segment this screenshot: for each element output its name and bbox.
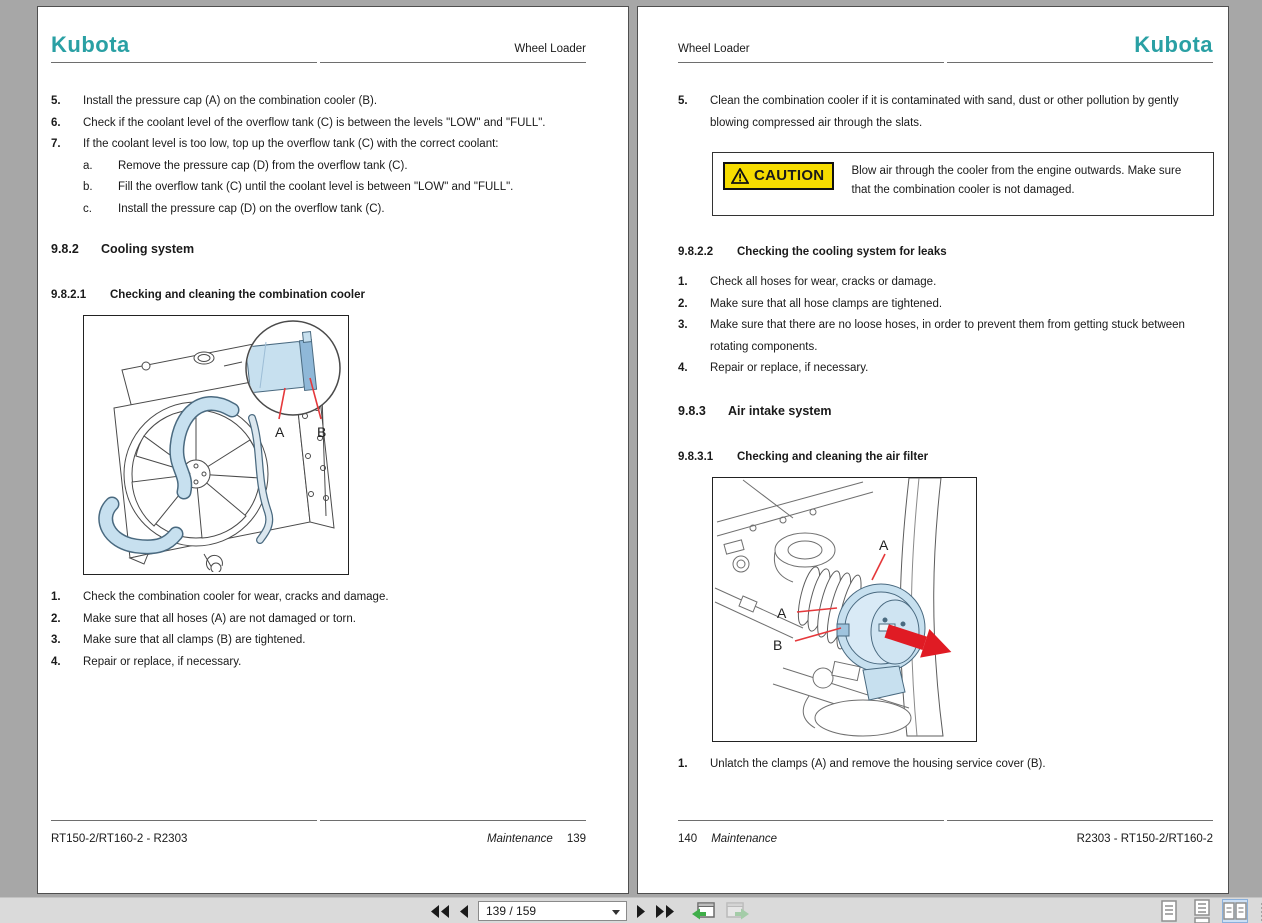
- triangle-left-icon: [459, 905, 469, 918]
- air-filter-figure: [712, 477, 977, 742]
- header-rule: [51, 62, 586, 63]
- triangle-right-icon: [636, 905, 646, 918]
- sub-list-item: c. Install the pressure cap (D) on the overflow tank (C).: [83, 202, 385, 215]
- two-pages-icon: [1223, 902, 1247, 920]
- last-page-button[interactable]: [655, 901, 675, 921]
- facing-pages-view-button[interactable]: [1222, 899, 1248, 923]
- check-item: 1. Check all hoses for wear, cracks or damage.: [678, 276, 937, 288]
- footer-section: Maintenance: [711, 833, 778, 845]
- combination-cooler-drawing: [84, 316, 346, 572]
- kubota-logo: Kubota: [1134, 32, 1213, 57]
- book-view-button[interactable]: [1255, 899, 1262, 923]
- page-139: [37, 6, 629, 894]
- footer-model-code: RT150-2/RT160-2 - R2303: [51, 833, 188, 845]
- section-heading-air-intake: 9.8.3 Air intake system: [678, 403, 832, 418]
- air-filter-drawing: [713, 478, 974, 739]
- figure-label-b: B: [773, 636, 783, 653]
- window-green-arrow-right-icon: [725, 901, 751, 921]
- caution-text: Blow air through the cooler from the engine outwards. Make sure that the combination cooler is not damaged.: [851, 165, 1182, 196]
- previous-view-button[interactable]: [690, 901, 716, 921]
- viewer-toolbar: [0, 897, 1262, 923]
- double-triangle-right-icon: [655, 905, 675, 918]
- previous-page-button[interactable]: [459, 901, 469, 921]
- list-item: 5. Install the pressure cap (A) on the combination cooler (B).: [51, 95, 378, 107]
- subsection-heading-air-filter: 9.8.3.1 Checking and cleaning the air filter: [678, 450, 929, 463]
- check-item: 4. Repair or replace, if necessary.: [678, 362, 869, 374]
- page-number-combobox[interactable]: [478, 901, 627, 921]
- list-item: 5. Clean the combination cooler if it is contaminated with sand, dust or other pollution by gently blowing compressed air through the slats.: [678, 95, 1179, 129]
- section-heading-cooling-system: 9.8.2 Cooling system: [51, 242, 195, 256]
- sub-list-item: b. Fill the overflow tank (C) until the coolant level is between "LOW" and "FULL".: [83, 181, 514, 193]
- header-title: Wheel Loader: [678, 43, 750, 55]
- footer-rule: [51, 820, 586, 821]
- kubota-logo: Kubota: [51, 32, 130, 57]
- check-item: 1. Check the combination cooler for wear, cracks and damage.: [51, 591, 389, 603]
- list-item: 7. If the coolant level is too low, top up the overflow tank (C) with the correct coolant:: [51, 138, 499, 150]
- double-triangle-left-icon: [430, 905, 450, 918]
- figure-label-a-left: A: [777, 604, 787, 621]
- window-green-arrow-left-icon: [690, 901, 716, 921]
- continuous-view-button[interactable]: [1189, 899, 1215, 923]
- footer-model-code: R2303 - RT150-2/RT160-2: [1076, 833, 1213, 845]
- page-footer: [51, 815, 586, 845]
- check-item: 3. Make sure that all clamps (B) are tightened.: [51, 634, 306, 646]
- check-item: 3. Make sure that there are no loose hoses, in order to prevent them from getting stuck between rotating components.: [678, 319, 1185, 353]
- page-indicator: 139 / 159: [486, 904, 537, 918]
- subsection-heading-cooling-leaks: 9.8.2.2 Checking the cooling system for leaks: [678, 246, 947, 258]
- single-page-view-button[interactable]: [1156, 899, 1182, 923]
- check-item: 4. Repair or replace, if necessary.: [51, 655, 242, 668]
- single-page-icon: [1160, 900, 1178, 922]
- header-rule: [678, 62, 1213, 63]
- stacked-pages-icon: [1193, 899, 1211, 923]
- sub-list-item: a. Remove the pressure cap (D) from the overflow tank (C).: [83, 159, 408, 172]
- footer-rule: [678, 820, 1213, 821]
- footer-page-number: 140: [678, 833, 698, 845]
- combination-cooler-figure: [83, 315, 349, 575]
- figure-label-a: A: [275, 424, 285, 440]
- warning-icon: [731, 168, 749, 184]
- figure-label-a-top: A: [879, 536, 889, 553]
- caution-badge: CAUTION: [723, 162, 834, 190]
- check-item: 1. Unlatch the clamps (A) and remove the housing service cover (B).: [678, 757, 1046, 770]
- next-view-button[interactable]: [725, 901, 751, 921]
- page-footer: [678, 815, 1213, 845]
- footer-section: Maintenance: [486, 833, 553, 845]
- check-item: 2. Make sure that all hose clamps are tightened.: [678, 297, 943, 310]
- page-header: [51, 7, 586, 57]
- page-header: [678, 7, 1213, 57]
- figure-label-b: B: [317, 424, 327, 440]
- first-page-button[interactable]: [430, 901, 450, 921]
- page-140: [637, 6, 1229, 894]
- check-item: 2. Make sure that all hoses (A) are not damaged or torn.: [51, 612, 356, 625]
- subsection-heading-combination-cooler: 9.8.2.1 Checking and cleaning the combination cooler: [51, 289, 365, 301]
- caution-box: [712, 152, 1214, 216]
- header-title: Wheel Loader: [514, 43, 586, 55]
- next-page-button[interactable]: [636, 901, 646, 921]
- chevron-down-icon: [612, 910, 620, 915]
- list-item: 6. Check if the coolant level of the overflow tank (C) is between the levels "LOW" and "FULL".: [51, 116, 546, 129]
- footer-page-number: 139: [566, 833, 586, 845]
